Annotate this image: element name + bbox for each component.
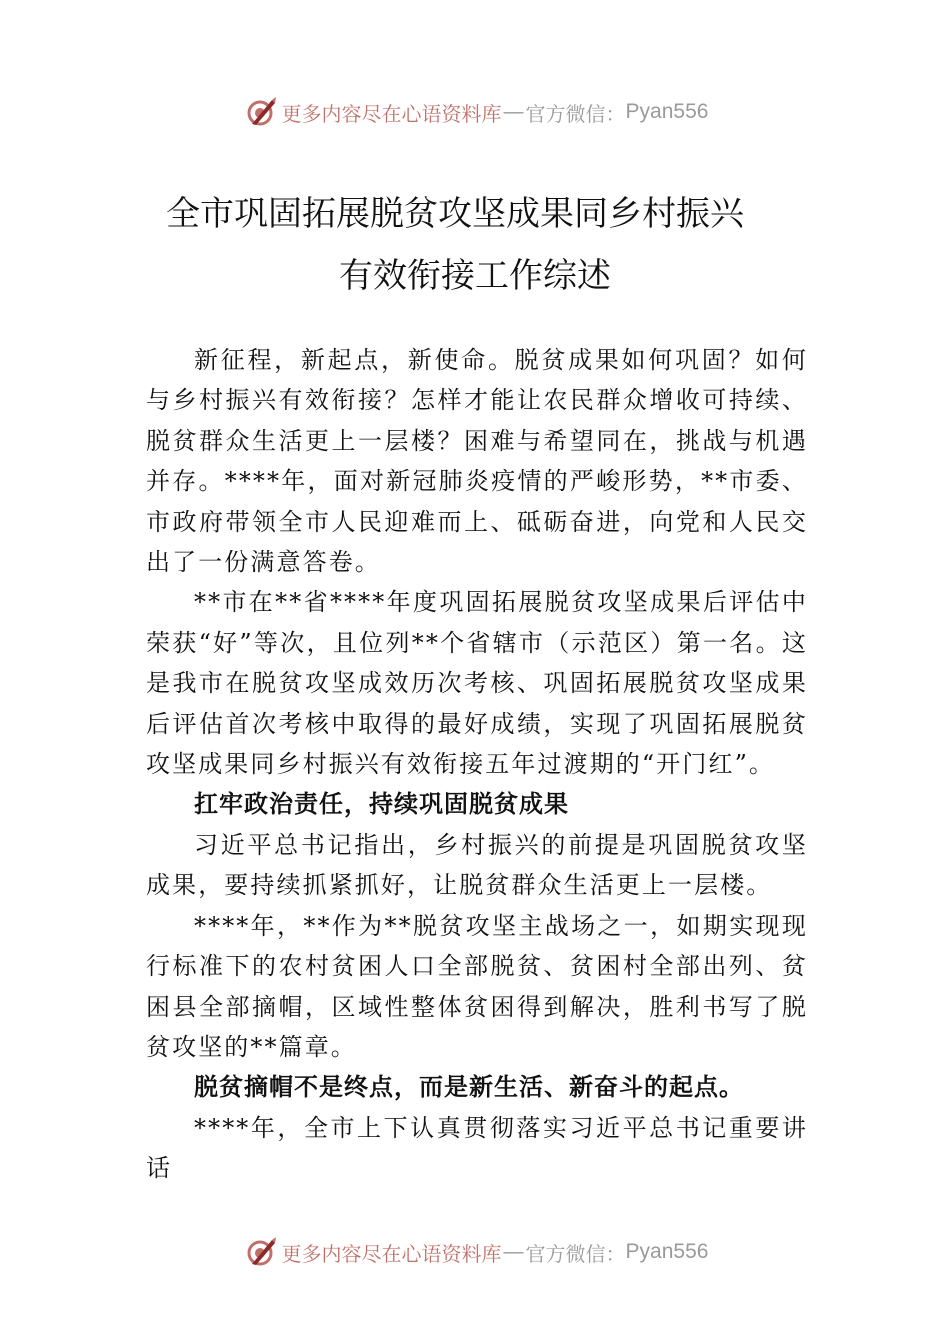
watermark-wechat-label: 官方微信： (525, 1241, 626, 1266)
paragraph: 新征程，新起点，新使命。脱贫成果如何巩固？如何与乡村振兴有效衔接？怎样才能让农民群众增收可持续、脱贫群众生活更上一层楼？困难与希望同在，挑战与机遇并存。****年，面对新冠肺炎疫情的严峻形势，**市委、市政府带领全市人民迎难而上、砥砺奋进，向党和人民交出了一份满意答卷。 (146, 346, 808, 577)
paragraph: 习近平总书记指出，乡村振兴的前提是巩固脱贫攻坚成果，要持续抓紧抓好，让脱贫群众生活更上一层楼。 (146, 830, 808, 900)
document-title-line-1: 全市巩固拓展脱贫攻坚成果同乡村振兴 (166, 194, 744, 234)
watermark-brand-text: 更多内容尽在心语资料库 (281, 1241, 502, 1266)
section-heading: 脱贫摘帽不是终点，而是新生活、新奋斗的起点。 (194, 1072, 744, 1102)
footer-watermark (0, 1232, 950, 1272)
header-watermark (0, 92, 950, 132)
document-body (146, 340, 808, 1189)
section-heading: 扛牢政治责任，持续巩固脱贫成果 (194, 789, 569, 819)
quill-seal-icon (242, 1234, 278, 1270)
quill-seal-icon (242, 94, 278, 130)
watermark-dash: — (503, 100, 524, 123)
paragraph: ****年，**作为**脱贫攻坚主战场之一，如期实现现行标准下的农村贫困人口全部脱贫、贫困村全部出列、贫困县全部摘帽，区域性整体贫困得到解决，胜利书写了脱贫攻坚的**篇章。 (146, 911, 808, 1061)
watermark-brand-text: 更多内容尽在心语资料库 (281, 101, 502, 126)
document-title-line-2: 有效衔接工作综述 (339, 256, 611, 296)
watermark-wechat-label: 官方微信： (525, 101, 626, 126)
watermark-wechat-id: Pyan556 (625, 1240, 709, 1263)
watermark-wechat-id: Pyan556 (625, 100, 709, 123)
paragraph: ****年，全市上下认真贯彻落实习近平总书记重要讲话 (146, 1113, 808, 1183)
watermark-dash: — (503, 1240, 524, 1263)
paragraph: **市在**省****年度巩固拓展脱贫攻坚成果后评估中荣获“好”等次，且位列**个省辖市（示范区）第一名。这是我市在脱贫攻坚成效历次考核、巩固拓展脱贫攻坚成果后评估首次考核中取得的最好成绩，实现了巩固拓展脱贫攻坚成果同乡村振兴有效衔接五年过渡期的“开门红”。 (146, 588, 808, 779)
